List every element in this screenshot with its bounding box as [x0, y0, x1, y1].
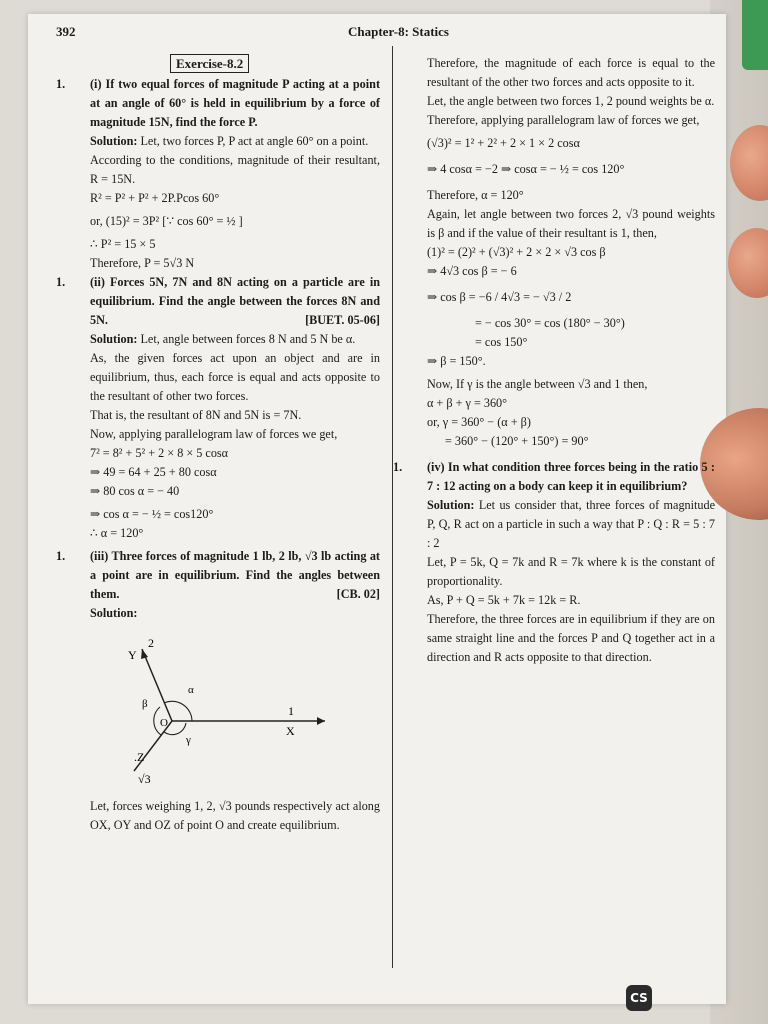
- equation-line: ⇒ cos α = − ½ = cos120°: [90, 507, 214, 521]
- equation-line: ⇒ β = 150°.: [427, 354, 486, 368]
- question-text: (i) If two equal forces of magnitude P acting at a point at an angle of 60° is held in equilibrium by a force of magnitude 15N, find the force P.: [90, 77, 380, 129]
- solution-line: Again, let angle between two forces 2, √3 pound weights is β and if the value of their resultant is 1, then,: [427, 207, 715, 240]
- equation-line: ∴ α = 120°: [90, 526, 144, 540]
- equation-line: = 360° − (120° + 150°) = 90°: [445, 434, 589, 448]
- solution-line: Let, P = 5k, Q = 7k and R = 7k where k is the constant of proportionality.: [427, 555, 715, 588]
- solution-label: Solution:: [90, 332, 138, 346]
- equation-line: or, γ = 360° − (α + β): [427, 415, 531, 429]
- y-axis-label: Y: [128, 648, 137, 662]
- solution-line: Now, If γ is the angle between √3 and 1 then,: [427, 377, 648, 391]
- solution-line: As, the given forces act upon an object and are in equilibrium, thus, each force is equal and acts opposite to the resultant of other two forces.: [90, 351, 380, 403]
- right-column: [393, 54, 716, 667]
- solution-label: Solution:: [427, 498, 475, 512]
- green-page-edge: [742, 0, 768, 70]
- y-arrow-head: [141, 649, 148, 659]
- solution-line: Solution: Let us consider that, three forces of magnitude P, Q, R act on a particle in such a way that P : Q : R = 5 : 7 : 2: [427, 498, 716, 550]
- question-number: 1.: [393, 460, 403, 474]
- solution-line: Let, forces weighing 1, 2, √3 pounds respectively act along OX, OY and OZ of point O and create equilibrium.: [90, 799, 380, 832]
- solution-line: That is, the resultant of 8N and 5N is = 7N.: [90, 408, 302, 422]
- column-divider: [392, 46, 393, 968]
- z-value-label: √3: [138, 772, 151, 786]
- equation-line: = − cos 30° = cos (180° − 30°): [475, 316, 625, 330]
- camscanner-logo: [626, 985, 652, 1011]
- equation-line: Therefore, P = 5√3 N: [90, 256, 195, 270]
- solution-line: As, P + Q = 5k + 7k = 12k = R.: [427, 593, 581, 607]
- equation-line: α + β + γ = 360°: [427, 396, 508, 410]
- question-number: 1.: [56, 77, 66, 91]
- equation-line: ∴ P² = 15 × 5: [90, 237, 156, 251]
- solution-line: Let, the angle between two forces 1, 2 pound weights be α.: [427, 94, 715, 108]
- question-1-iv: [393, 458, 715, 496]
- y-value-label: 2: [148, 636, 154, 650]
- equation-line: = cos 150°: [475, 335, 528, 349]
- solution-line: Therefore, the three forces are in equilibrium if they are on same straight line and the forces P and Q together act in a direction and R acts opposite to that direction.: [427, 612, 715, 664]
- force-diagram: [120, 631, 340, 791]
- question-number: 1.: [56, 275, 66, 289]
- page-number: 392: [56, 24, 76, 39]
- question-text: (iii) Three forces of magnitude 1 lb, 2 lb, √3 lb acting at a point are in equilibrium. Find the angles between them.: [90, 549, 380, 601]
- solution-line: Solution: Let, two forces P, P act at angle 60° on a point.: [90, 134, 369, 148]
- origin-label: O: [160, 717, 168, 729]
- gamma-label: γ: [186, 734, 191, 746]
- question-reference: [BUET. 05-06]: [305, 313, 380, 327]
- exercise-title: Exercise-8.2: [170, 54, 249, 73]
- x-value-label: 1: [288, 704, 294, 718]
- equation-line: ⇒ 4√3 cos β = − 6: [427, 264, 517, 278]
- solution-line: Solution: Let, angle between forces 8 N and 5 N be α.: [90, 332, 356, 346]
- equation-line: ⇒ cos β = −6 / 4√3 = − √3 / 2: [427, 290, 572, 304]
- equation-line: (√3)² = 1² + 2² + 2 × 1 × 2 cosα: [427, 136, 580, 150]
- solution-line: Now, applying parallelogram law of forces we get,: [90, 427, 338, 441]
- question-text: (iv) In what condition three forces being in the ratio 5 : 7 : 12 acting on a body can keep it in equilibrium?: [427, 460, 715, 493]
- x-arrow-head: [317, 717, 325, 725]
- equation-line: ⇒ 80 cos α = − 40: [90, 484, 180, 498]
- logo-text: CS: [630, 991, 648, 1005]
- equation-line: or, (15)² = 3P² [∵ cos 60° = ½ ]: [90, 214, 243, 228]
- x-axis-label: X: [286, 724, 295, 738]
- equation-line: ⇒ 49 = 64 + 25 + 80 cosα: [90, 465, 217, 479]
- question-1-iii: [56, 547, 380, 604]
- question-1-i: [56, 75, 380, 132]
- equation-line: ⇒ 4 cosα = −2 ⇒ cosα = − ½ = cos 120°: [427, 162, 625, 176]
- alpha-label: α: [188, 684, 194, 696]
- question-text: (ii) Forces 5N, 7N and 8N acting on a particle are in equilibrium. Find the angle between the forces 8N and 5N.: [90, 275, 380, 327]
- equation-line: (1)² = (2)² + (√3)² + 2 × 2 × √3 cos β: [427, 245, 606, 259]
- solution-line: Therefore, the magnitude of each force is equal to the resultant of the other two forces and acts opposite to it.: [427, 56, 715, 89]
- beta-label: β: [142, 698, 148, 710]
- left-column: [56, 54, 380, 835]
- question-number: 1.: [56, 549, 66, 563]
- page-header: [56, 24, 706, 44]
- question-1-ii: [56, 273, 380, 330]
- question-reference: [CB. 02]: [336, 587, 380, 601]
- equation-line: Therefore, α = 120°: [427, 188, 524, 202]
- z-axis-label: .Z: [134, 750, 145, 764]
- chapter-title: Chapter-8: Statics: [348, 24, 449, 39]
- equation-line: R² = P² + P² + 2P.Pcos 60°: [90, 191, 220, 205]
- equation-line: 7² = 8² + 5² + 2 × 8 × 5 cosα: [90, 446, 229, 460]
- solution-label: Solution:: [90, 134, 138, 148]
- solution-label: Solution:: [90, 606, 138, 620]
- solution-line: According to the conditions, magnitude of their resultant, R = 15N.: [90, 153, 380, 186]
- solution-line: Therefore, applying parallelogram law of forces we get,: [427, 113, 700, 127]
